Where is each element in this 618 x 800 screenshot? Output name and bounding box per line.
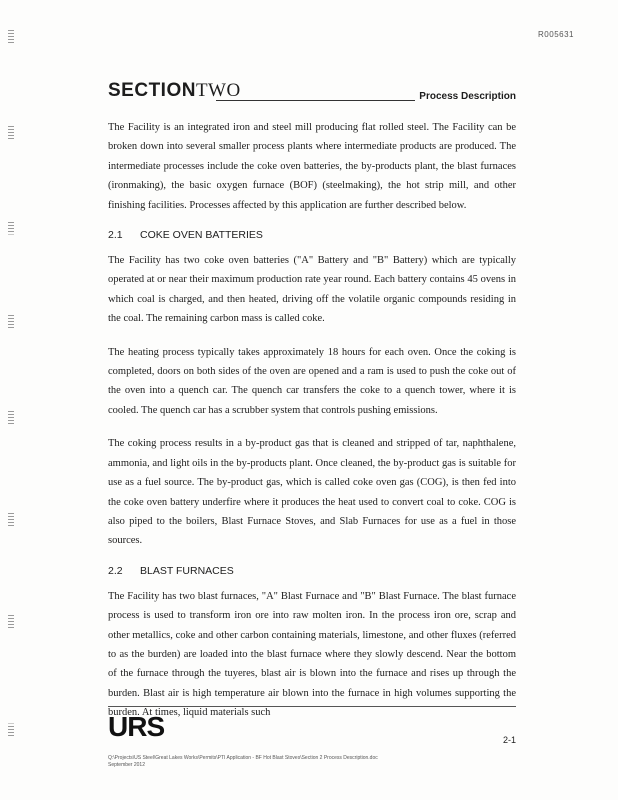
footer-date: September 2012: [108, 762, 145, 768]
section-heading-blast-furnaces: [108, 565, 516, 577]
section-heading-coke-oven: [108, 229, 516, 241]
paragraph: The Facility has two blast furnaces, "A" Blast Furnace and "B" Blast Furnace. The blast furnace process is used to transform iron ore into raw molten iron. In the process iron ore, scrap and other metallics, coke and other carbon containing materials, limestone, and other fluxes (referred to as the burden) are loaded into the blast furnace where they slowly descend. Near the bottom of the furnace through the tuyeres, blast air is blown into the furnace and rises up through the burden. Blast air is high temperature air blown into the furnace in high volumes supporting the burden. At times, liquid materials such: [108, 590, 516, 719]
paragraph: The coking process results in a by-product gas that is cleaned and stripped of tar, naphthalene, ammonia, and light oils in the by-products plant. Once cleaned, the by-product gas is suitable for use as a fuel source. The by-product gas, which is called coke oven gas (COG), is then fed into the coke oven battery underfire where it produces the heat used to convert coal to coke. COG is also piped to the boilers, Blast Furnace Stoves, and Slab Furnaces for use as a fuel in those sources.: [108, 438, 516, 547]
footer-rule: [108, 706, 516, 707]
paragraph: The Facility has two coke oven batteries ("A" Battery and "B" Battery) which are typically operated at or near their maximum production rate year round. Each battery contains 45 ovens in which coal is charged, and then heated, driving off the volatile organic compounds residing in the coal. The remaining carbon mass is called coke.: [108, 255, 516, 325]
section-heading-title: COKE OVEN BATTERIES: [140, 229, 263, 242]
section-number: 2.1: [108, 229, 123, 242]
body-content: [108, 118, 516, 723]
section-heading-title: BLAST FURNACES: [140, 564, 234, 577]
section-number: 2.2: [108, 564, 123, 577]
binding-margin-marks: [8, 30, 14, 760]
intro-paragraph: The Facility is an integrated iron and steel mill producing flat rolled steel. The Facility can be broken down into several smaller process plants where intermediate products are produced. The intermediate processes include the coke oven batteries, the by-products plant, the blast furnaces (ironmaking), the basic oxygen furnace (BOF) (steelmaking), the hot strip mill, and other finishing facilities. Processes affected by this application are further described below.: [108, 122, 516, 211]
page-number: 2-1: [502, 735, 516, 745]
urs-logo: URS: [108, 711, 165, 742]
footer-note: [108, 755, 516, 769]
section-title-word: TWO: [195, 80, 241, 101]
section-title: [108, 80, 241, 102]
paragraph: The heating process typically takes approximately 18 hours for each oven. Once the coking is completed, doors on both sides of the oven are opened and a ram is used to push the coke out of the oven into a quench car. The quench car transfers the coke to a quench tower, where it is cooled. The quench car has a scrubber system that controls pushing emissions.: [108, 346, 516, 416]
section-header: [108, 82, 516, 104]
section-title-bold: SECTION: [108, 80, 196, 101]
footer-file-path: Q:\Projects\US Steel\Great Lakes Works\Permits\PTI Application - BF Hot Blast Stoves\Section 2 Process Description.doc: [108, 755, 378, 761]
document-id: R005631: [538, 30, 574, 39]
section-subtitle: Process Description: [415, 91, 516, 102]
